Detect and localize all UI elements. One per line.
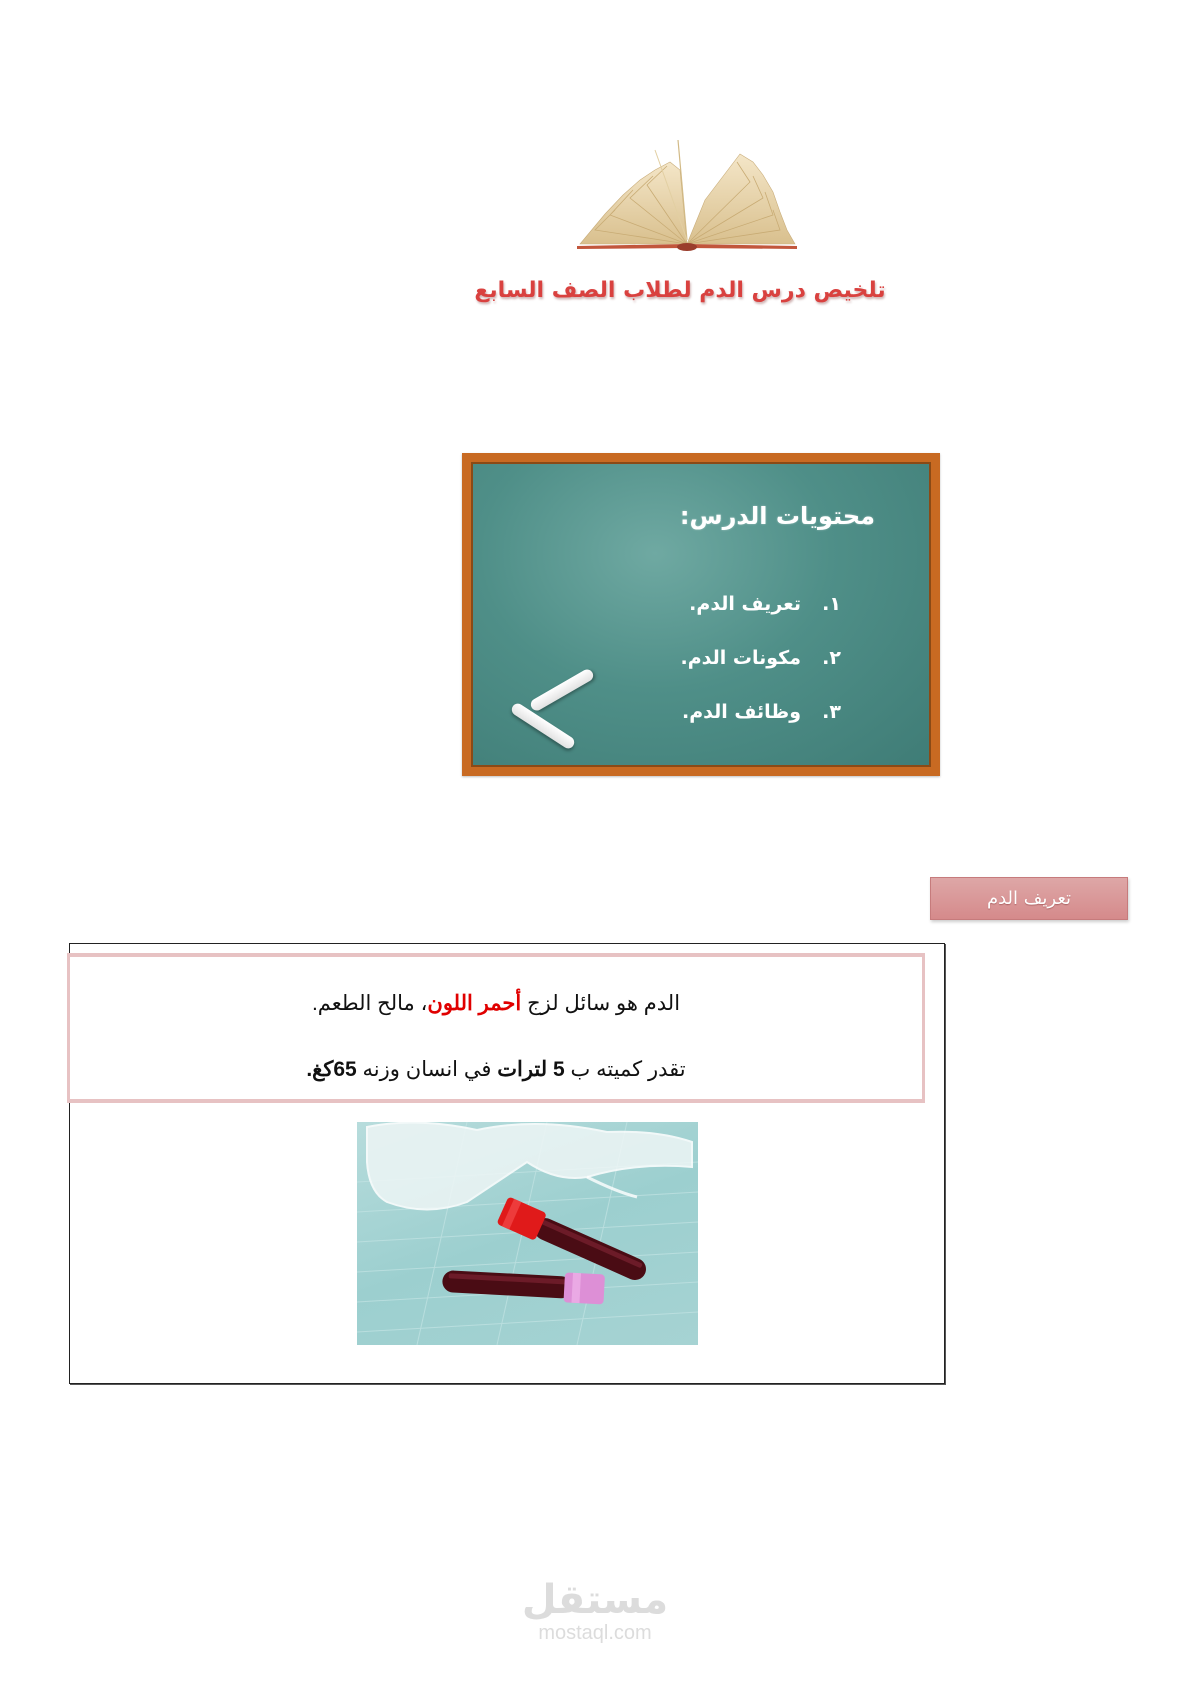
bold-text: 65كغ. xyxy=(306,1058,357,1081)
list-item xyxy=(681,631,841,685)
chalk-stick-icon xyxy=(510,701,577,750)
section-heading: تعريف الدم xyxy=(930,877,1128,920)
open-book-icon xyxy=(575,140,800,252)
watermark-arabic: مستقل xyxy=(521,1577,669,1623)
lesson-contents-chalkboard xyxy=(462,453,940,776)
list-item xyxy=(681,577,841,631)
blood-tubes-photo xyxy=(357,1122,698,1345)
bold-text: 5 لترات xyxy=(497,1058,565,1081)
text-span: ، مالح الطعم. xyxy=(311,992,428,1015)
list-item-number: ١. xyxy=(822,593,841,615)
list-item-label: تعريف الدم. xyxy=(689,593,801,615)
highlight-text: أحمر اللون xyxy=(427,992,522,1015)
list-item xyxy=(681,685,841,739)
document-title: تلخيص درس الدم لطلاب الصف السابع xyxy=(474,278,886,303)
list-item-label: وظائف الدم. xyxy=(682,701,801,723)
text-span: الدم هو سائل لزج xyxy=(521,992,681,1015)
chalk-stick-icon xyxy=(529,667,596,712)
chalkboard-heading: محتويات الدرس: xyxy=(679,502,875,530)
text-span: تقدر كميته ب xyxy=(564,1058,686,1081)
definition-box xyxy=(67,953,925,1103)
definition-line-2 xyxy=(70,1057,922,1082)
definition-line-1 xyxy=(70,991,922,1016)
list-item-label: مكونات الدم. xyxy=(680,647,801,669)
watermark xyxy=(500,1578,690,1644)
watermark-latin: mostaql.com xyxy=(538,1622,652,1644)
list-item-number: ٢. xyxy=(822,647,841,669)
lesson-contents-list xyxy=(681,577,841,739)
list-item-number: ٣. xyxy=(822,701,841,723)
text-span: في انسان وزنه xyxy=(356,1058,498,1081)
